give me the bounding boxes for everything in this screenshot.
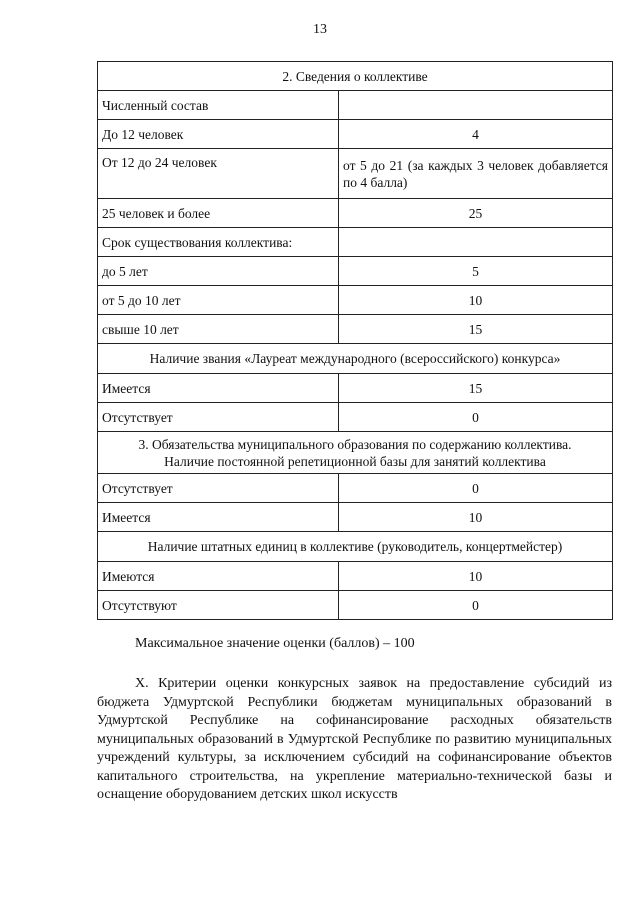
table-row xyxy=(98,503,613,532)
table-section-row xyxy=(98,344,613,374)
table-row xyxy=(98,374,613,403)
criterion-label: Имеется xyxy=(98,503,339,532)
criterion-score: 0 xyxy=(339,474,613,503)
criterion-score xyxy=(339,228,613,257)
criterion-score: 15 xyxy=(339,374,613,403)
criterion-label: свыше 10 лет xyxy=(98,315,339,344)
section-heading-line: Наличие постоянной репетиционной базы для занятий коллектива xyxy=(164,453,546,469)
criterion-score xyxy=(339,91,613,120)
table-section-row xyxy=(98,432,613,474)
criterion-label: Численный состав xyxy=(98,91,339,120)
criterion-label: До 12 человек xyxy=(98,120,339,149)
criterion-score: 10 xyxy=(339,286,613,315)
criterion-label: Имеется xyxy=(98,374,339,403)
criterion-label: Отсутствуют xyxy=(98,591,339,620)
criterion-score: от 5 до 21 (за каждых 3 человек добавляется по 4 балла) xyxy=(339,149,613,199)
table-section-row xyxy=(98,62,613,91)
criterion-label: Отсутствует xyxy=(98,474,339,503)
criterion-score: 15 xyxy=(339,315,613,344)
criterion-score: 5 xyxy=(339,257,613,286)
section-paragraph: X. Критерии оценки конкурсных заявок на предоставление субсидий из бюджета Удмуртской Республики бюджетам муниципальных образований в Удмуртской Республике на софинансирование расходных обязательств муниципальных образований в Удмуртской Республике по развитию муниципальных учреждений культуры, за исключением субсидий на софинансирование объектов капитального строительства, на укрепление материально-технической базы и оснащение оборудованием детских школ искусств xyxy=(97,676,612,802)
section-heading: Наличие штатных единиц в коллективе (руководитель, концертмейстер) xyxy=(98,532,613,562)
page-number: 13 xyxy=(313,22,327,37)
criterion-score: 0 xyxy=(339,403,613,432)
criterion-score: 4 xyxy=(339,120,613,149)
criterion-score: 25 xyxy=(339,199,613,228)
criterion-label: Срок существования коллектива: xyxy=(98,228,339,257)
table-row xyxy=(98,591,613,620)
criterion-label: от 5 до 10 лет xyxy=(98,286,339,315)
criterion-label: Имеются xyxy=(98,562,339,591)
table-section-row xyxy=(98,532,613,562)
criterion-score: 0 xyxy=(339,591,613,620)
table-row xyxy=(98,562,613,591)
criterion-label: 25 человек и более xyxy=(98,199,339,228)
criteria-table xyxy=(97,61,613,620)
section-heading: Наличие звания «Лауреат международного (всероссийского) конкурса» xyxy=(98,344,613,374)
criterion-label: От 12 до 24 человек xyxy=(98,149,339,199)
criterion-score: 10 xyxy=(339,503,613,532)
table-row xyxy=(98,315,613,344)
section-heading-line: 3. Обязательства муниципального образования по содержанию коллектива. xyxy=(138,436,572,452)
section-heading xyxy=(98,432,613,474)
table-row xyxy=(98,91,613,120)
table-row xyxy=(98,120,613,149)
criterion-label: до 5 лет xyxy=(98,257,339,286)
table-row xyxy=(98,199,613,228)
section-heading: 2. Сведения о коллективе xyxy=(98,62,613,91)
criterion-label: Отсутствует xyxy=(98,403,339,432)
table-row xyxy=(98,228,613,257)
max-score-text: Максимальное значение оценки (баллов) – 100 xyxy=(135,636,415,651)
table-row xyxy=(98,403,613,432)
table-row xyxy=(98,474,613,503)
table-row xyxy=(98,286,613,315)
table-row xyxy=(98,257,613,286)
table-row xyxy=(98,149,613,199)
criterion-score: 10 xyxy=(339,562,613,591)
